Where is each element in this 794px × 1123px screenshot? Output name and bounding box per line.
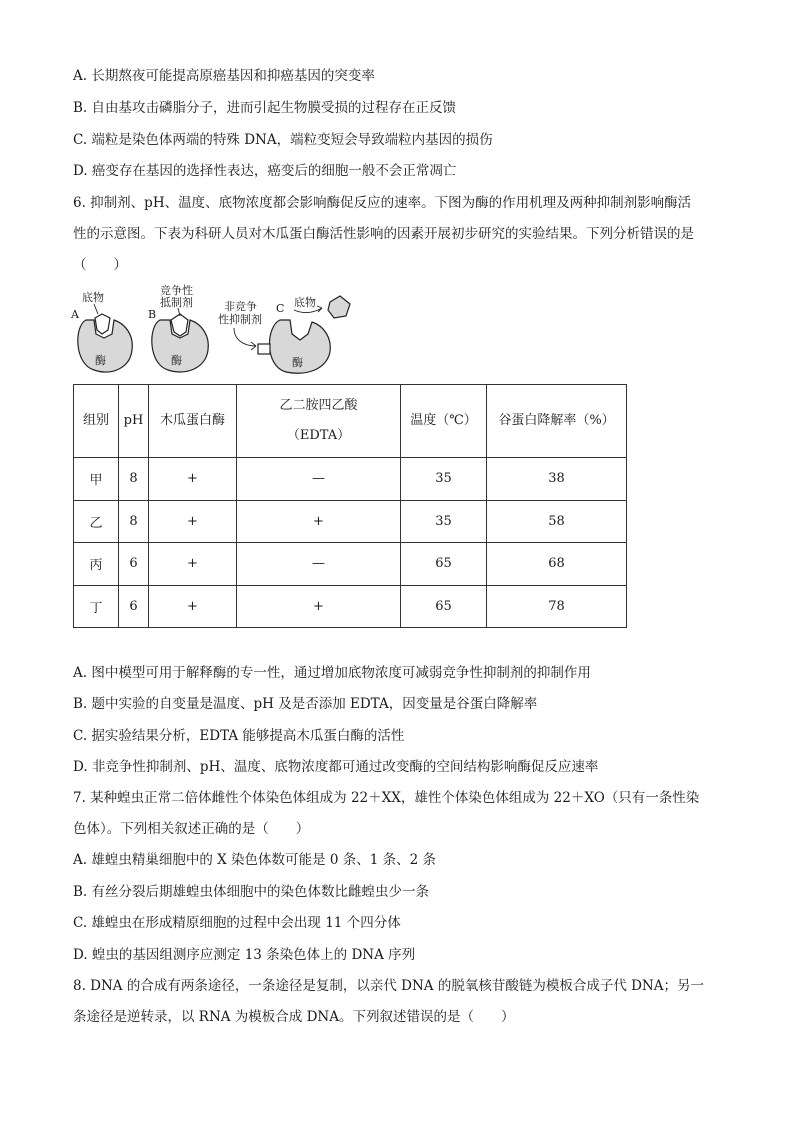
header-edta-line1: 乙二胺四乙酸 <box>279 398 358 413</box>
q6-option-a: A. 图中模型可用于解释酶的专一性，通过增加底物浓度可减弱竞争性抑制剂的抑制作用 <box>73 665 591 681</box>
table-row <box>74 543 627 586</box>
header-edta <box>237 385 401 458</box>
q7-option-d: D. 蝗虫的基因组测序应测定 13 条染色体上的 DNA 序列 <box>73 947 416 963</box>
cell-degradation-rate: 68 <box>487 543 627 586</box>
cell-group: 甲 <box>74 458 119 501</box>
cell-ph: 8 <box>119 500 149 543</box>
table-row <box>74 458 627 501</box>
q6-option-d: D. 非竞争性抑制剂、pH、温度、底物浓度都可通过改变酶的空间结构影响酶促反应速率 <box>73 759 599 775</box>
label-competitive-2: 抵制剂 <box>160 296 193 309</box>
label-c: C <box>276 302 285 315</box>
cell-group: 乙 <box>74 500 119 543</box>
cell-degradation-rate: 38 <box>487 458 627 501</box>
cell-ph: 6 <box>119 585 149 628</box>
q7-option-c: C. 雄蝗虫在形成精原细胞的过程中会出现 11 个四分体 <box>73 915 401 931</box>
cell-edta: — <box>237 543 401 586</box>
q5-option-a: A. 长期熬夜可能提高原癌基因和抑癌基因的突变率 <box>73 68 375 84</box>
q7-option-a: A. 雄蝗虫精巢细胞中的 X 染色体数可能是 0 条、1 条、2 条 <box>73 852 436 868</box>
q6-option-b: B. 题中实验的自变量是温度、pH 及是否添加 EDTA，因变量是谷蛋白降解率 <box>73 696 538 712</box>
cell-ph: 6 <box>119 543 149 586</box>
q6-stem-line1: 6. 抑制剂、pH、温度、底物浓度都会影响酶促反应的速率。下图为酶的作用机理及两种抑制剂影响酶活 <box>73 195 692 211</box>
label-noncompetitive-2: 性抑制剂 <box>218 313 262 326</box>
label-competitive-1: 竞争性 <box>160 284 193 297</box>
header-edta-line2: （EDTA） <box>286 428 351 443</box>
competitive-inhibitor-shape <box>171 314 188 336</box>
label-enzyme-b: 酶 <box>171 354 182 367</box>
header-papain: 木瓜蛋白酶 <box>149 385 237 458</box>
q8-stem-line2: 条途径是逆转录，以 RNA 为模板合成 DNA。下列叙述错误的是（ ） <box>73 1009 515 1025</box>
q5-option-d: D. 癌变存在基因的选择性表达，癌变后的细胞一般不会正常凋亡 <box>73 163 457 179</box>
label-substrate-a: 底物 <box>82 291 104 304</box>
table-header-row <box>74 385 627 458</box>
label-substrate-c: 底物 <box>294 296 316 309</box>
header-ph: pH <box>119 385 149 458</box>
q7-stem-line1: 7. 某种蝗虫正常二倍体雌性个体染色体组成为 22＋XX，雄性个体染色体组成为 22＋XO（只有一条性染 <box>73 790 700 806</box>
cell-edta: + <box>237 585 401 628</box>
q5-option-b: B. 自由基攻击磷脂分子，进而引起生物膜受损的过程存在正反馈 <box>73 100 457 116</box>
cell-group: 丙 <box>74 543 119 586</box>
label-enzyme-c: 酶 <box>292 356 303 369</box>
enzyme-inhibitor-diagram <box>68 284 368 376</box>
cell-papain: + <box>149 500 237 543</box>
cell-papain: + <box>149 543 237 586</box>
substrate-a-shape <box>95 314 110 334</box>
cell-temperature: 65 <box>401 543 487 586</box>
q6-stem-line2: 性的示意图。下表为科研人员对木瓜蛋白酶活性影响的因素开展初步研究的实验结果。下列分析错误的是 <box>73 226 694 242</box>
cell-temperature: 35 <box>401 500 487 543</box>
header-temperature: 温度（℃） <box>401 385 487 458</box>
noncompetitive-inhibitor-shape <box>258 344 270 354</box>
cell-papain: + <box>149 585 237 628</box>
cell-degradation-rate: 58 <box>487 500 627 543</box>
cell-edta: — <box>237 458 401 501</box>
cell-degradation-rate: 78 <box>487 585 627 628</box>
label-a: A <box>71 308 79 321</box>
header-degradation-rate: 谷蛋白降解率（%） <box>487 385 627 458</box>
cell-papain: + <box>149 458 237 501</box>
cell-temperature: 35 <box>401 458 487 501</box>
q6-option-c: C. 据实验结果分析，EDTA 能够提高木瓜蛋白酶的活性 <box>73 728 405 744</box>
q5-option-c: C. 端粒是染色体两端的特殊 DNA，端粒变短会导致端粒内基因的损伤 <box>73 132 493 148</box>
experiment-table <box>73 384 627 628</box>
label-b: B <box>148 308 157 321</box>
cell-temperature: 65 <box>401 585 487 628</box>
q7-stem-line2: 色体）。下列相关叙述正确的是（ ） <box>73 821 310 837</box>
table-row <box>74 500 627 543</box>
cell-edta: + <box>237 500 401 543</box>
label-noncompetitive-1: 非竞争 <box>224 300 257 313</box>
released-substrate-shape <box>328 296 350 318</box>
q6-answer-blank: （ ） <box>73 257 127 273</box>
table-row <box>74 585 627 628</box>
header-group: 组别 <box>74 385 119 458</box>
label-enzyme-a: 酶 <box>95 354 106 367</box>
q7-option-b: B. 有丝分裂后期雄蝗虫体细胞中的染色体数比雌蝗虫少一条 <box>73 884 430 900</box>
q8-stem-line1: 8. DNA 的合成有两条途径，一条途径是复制，以亲代 DNA 的脱氧核苷酸链为模板合成子代 DNA；另一 <box>73 978 704 994</box>
cell-group: 丁 <box>74 585 119 628</box>
cell-ph: 8 <box>119 458 149 501</box>
